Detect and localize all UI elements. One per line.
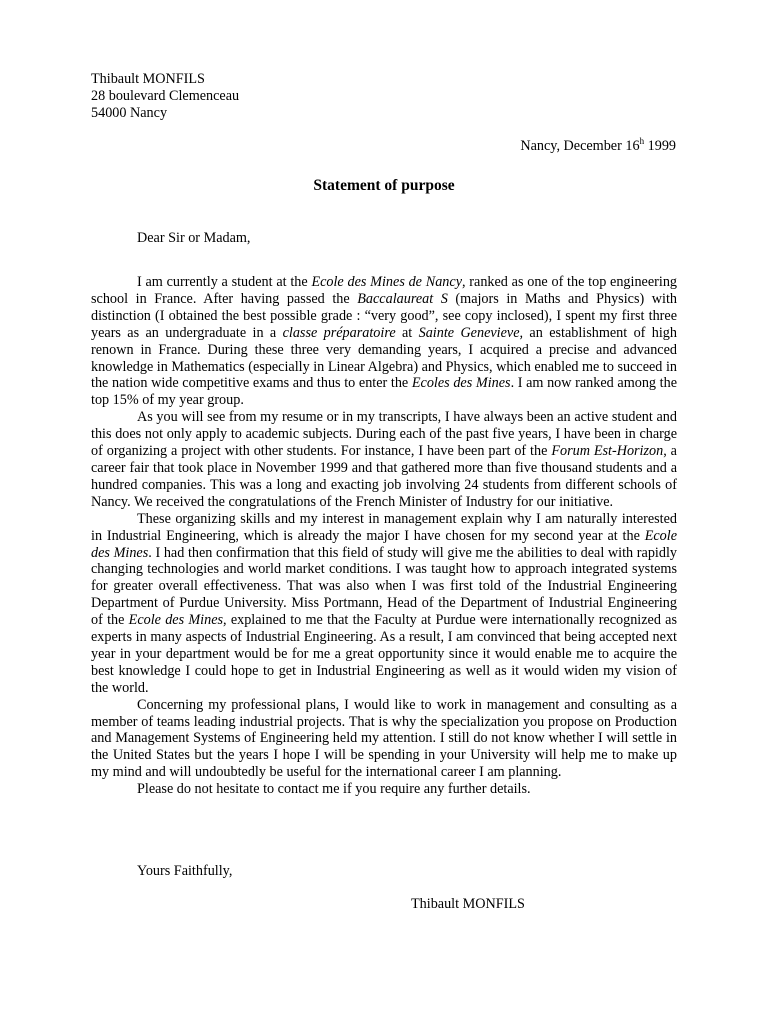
italic-text: Ecole des Mines	[128, 612, 224, 629]
text-run: , explained to me that the Faculty at Purdue were internationally recognized as experts in many aspects of Industrial Engineering. As a result, I am convinced that being accepted next year in your department would be for me a great opportunity since it would enable me to acquire the best knowledge I could hope to get in Industrial Engineering as well as it would widen my vision of the world.	[91, 612, 677, 696]
italic-text: classe préparatoire	[282, 324, 396, 341]
page-title: Statement of purpose	[313, 177, 455, 194]
italic-text: Ecole des Mines de Nancy	[311, 274, 462, 290]
sender-name: Thibault MONFILS	[91, 71, 205, 87]
sender-street: 28 boulevard Clemenceau	[91, 87, 240, 104]
body-paragraph	[91, 697, 677, 782]
text-run: . I had then confirmation that this field of study will give me the abilities to deal with rapidly changing technologies and world market conditions. I was taught how to approach integrated systems for greater overall effectiveness. That was also when I was first told of the Industrial Engineering Department of Purdue University. Miss Portmann, Head of the Department of Industrial Engineering of the	[91, 544, 677, 629]
body-paragraph	[91, 511, 677, 697]
letter-body	[91, 274, 677, 798]
italic-text: Baccalaureat S	[357, 290, 448, 307]
letter-date	[520, 138, 676, 155]
text-run: As you will see from my resume or in my transcripts, I have always been an active student and this does not only apply to academic subjects. During each of the past five years, I have been in charge of organizing a project with other students. For instance, I have been part of the	[91, 409, 677, 460]
sender-city: 54000 Nancy	[91, 104, 168, 121]
date-prefix: Nancy, December 16	[520, 138, 640, 154]
body-paragraph	[91, 409, 677, 510]
italic-text: Forum Est-Horizon	[551, 443, 664, 460]
text-run: These organizing skills and my interest in management explain why I am naturally interested in Industrial Engineering, which is already the major I have chosen for my second year at the	[91, 510, 677, 544]
date-year: 1999	[644, 138, 676, 154]
salutation: Dear Sir or Madam,	[137, 230, 251, 246]
body-paragraph	[91, 274, 677, 409]
italic-text: Ecoles des Mines	[411, 375, 511, 392]
text-run: at	[395, 324, 419, 341]
text-run: , ranked as one of the top engineering school in France. After having passed the	[91, 274, 678, 307]
body-paragraph	[91, 781, 677, 798]
italic-text: Ecole des Mines	[91, 527, 677, 561]
date-superscript: h	[639, 136, 645, 146]
text-run: Concerning my professional plans, I would like to work in management and consulting as a member of teams leading industrial projects. That is why the specialization you propose on Production and Management Systems of Engineering held my attention. I still do not know whether I will settle in the United States but the years I hope I will be spending in your University will help me to make up my mind and will undoubtedly be useful for the international career I am planning.	[91, 696, 677, 781]
text-run: , a career fair that took place in November 1999 and that gathered more than five thousand students and a hundred companies. This was a long and exacting job involving 24 students from different schools of Nancy. We received the congratulations of the French Minister of Industry for our initiative.	[91, 443, 677, 510]
signature-name: Thibault MONFILS	[411, 896, 525, 912]
sender-address	[91, 71, 239, 122]
text-run: an establishment of high renown in France. During these three very demanding years, I acquired a precise and advanced knowledge in Mathematics (especially in Linear Algebra) and Physics, which enabled me to succeed in the nation wide competitive exams and thus to enter the	[91, 324, 677, 392]
closing: Yours Faithfully,	[137, 863, 233, 879]
text-run: (majors in Maths and Physics) with distinction (I obtained the best possible grade : “very good”, see copy inclosed), I spent my first three years as an undergraduate in a	[91, 290, 677, 341]
text-run: Please do not hesitate to contact me if you require any further details.	[137, 781, 531, 798]
text-run: . I am now ranked among the top 15% of my year group.	[91, 375, 677, 409]
italic-text: Sainte Genevieve,	[418, 324, 524, 341]
text-run: I am currently a student at the	[137, 274, 312, 290]
